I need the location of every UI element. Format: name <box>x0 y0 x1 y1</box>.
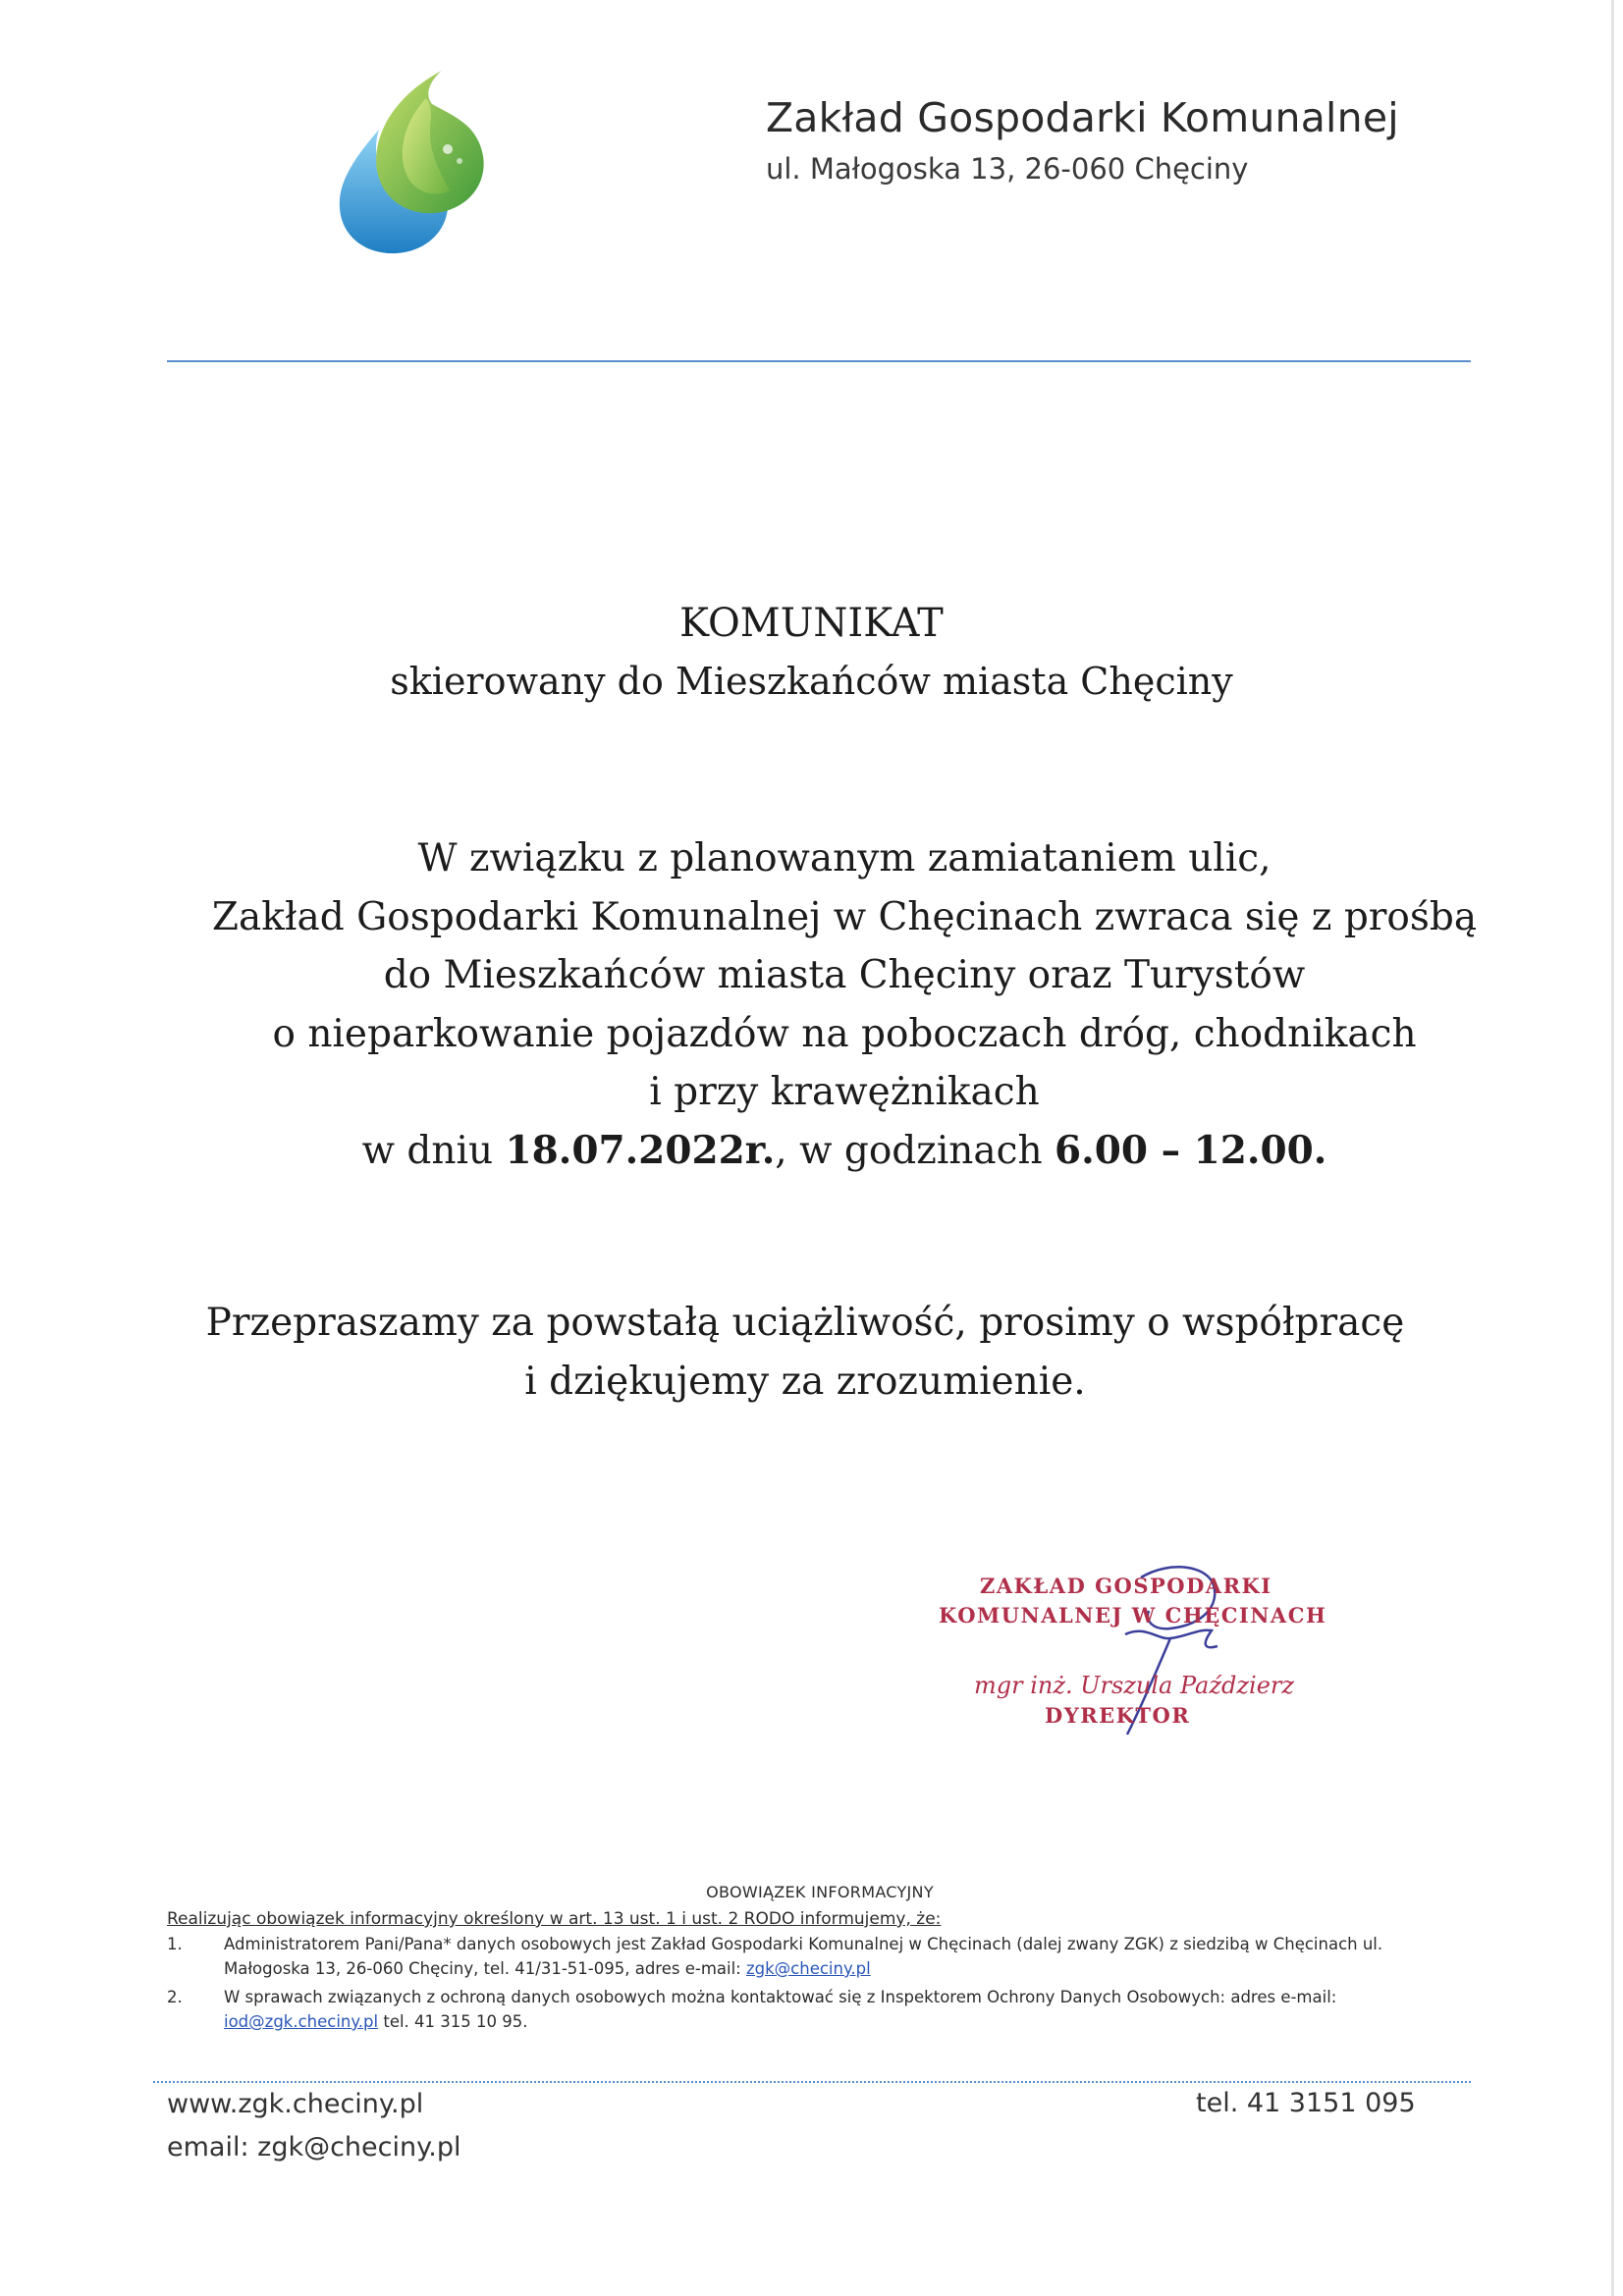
list-item-text: W sprawach związanych z ochroną danych osobowych można kontaktować się z Inspektorem Ochrony Danych Osobowych: adres e-mail: <box>224 1988 1337 2006</box>
stamp-line-1: ZAKŁAD GOSPODARKI <box>980 1574 1272 1598</box>
admin-email-link[interactable]: zgk@checiny.pl <box>745 1959 871 1978</box>
information-clause <box>167 1883 1473 2034</box>
info-clause-intro: Realizując obowiązek informacyjny określony w art. 13 ust. 1 i ust. 2 RODO informujemy, że: <box>167 1909 942 1929</box>
page-edge <box>1611 0 1614 2296</box>
hours-prefix: , w godzinach <box>775 1128 1055 1173</box>
announcement-subtitle: skierowany do Mieszkańców miasta Chęciny <box>390 660 1233 703</box>
closing-text <box>128 1294 1483 1412</box>
info-clause-list <box>167 1932 1473 2034</box>
closing-line: i dziękujemy za zrozumienie. <box>524 1360 1086 1404</box>
iod-email-link[interactable]: iod@zgk.checiny.pl <box>224 2012 379 2031</box>
body-line: o nieparkowanie pojazdów na poboczach dróg, chodnikach <box>272 1011 1417 1056</box>
footer-divider <box>153 2081 1471 2083</box>
body-line: W związku z planowanym zamiataniem ulic, <box>417 836 1271 881</box>
official-stamp <box>913 1556 1325 1733</box>
footer-email[interactable]: email: zgk@checiny.pl <box>167 2132 461 2163</box>
date-line <box>128 1122 1561 1181</box>
closing-line: Przepraszamy za powstałą uciążliwość, prosimy o współpracę <box>205 1301 1405 1345</box>
info-clause-title: OBOWIĄZEK INFORMACYJNY <box>706 1883 934 1901</box>
body-line: do Mieszkańców miasta Chęciny oraz Turystów <box>383 953 1306 997</box>
water-drop-leaf-logo <box>332 65 497 257</box>
list-item-number: 2. <box>167 1988 183 2006</box>
date-value: 18.07.2022r. <box>505 1127 776 1173</box>
announcement-title: KOMUNIKAT <box>679 601 944 646</box>
announcement-body <box>128 829 1561 1180</box>
list-item <box>167 1932 1473 1981</box>
list-item-suffix: tel. 41 315 10 95. <box>378 2012 528 2031</box>
list-item-number: 1. <box>167 1935 183 1953</box>
stamp-line-2: KOMUNALNEJ W CHĘCINACH <box>939 1603 1327 1628</box>
stamp-position: DYREKTOR <box>1045 1703 1191 1728</box>
footer-website[interactable]: www.zgk.checiny.pl <box>167 2089 424 2119</box>
list-item-text: Administratorem Pani/Pana* danych osobowych jest Zakład Gospodarki Komunalnej w Chęcinach (dalej zwany ZGK) z siedzibą w Chęcinach ul. Małogoska 13, 26-060 Chęciny, tel. 41/31-51-095, adres e-mail: <box>224 1935 1383 1978</box>
stamp-signatory: mgr inż. Urszula Paździerz <box>974 1672 1295 1699</box>
header-divider <box>167 360 1471 362</box>
organization-name: Zakład Gospodarki Komunalnej <box>766 94 1399 141</box>
organization-address: ul. Małogoska 13, 26-060 Chęciny <box>766 152 1249 186</box>
date-prefix: w dniu <box>361 1128 506 1173</box>
body-line: Zakład Gospodarki Komunalnej w Chęcinach zwraca się z prośbą <box>211 894 1478 939</box>
footer-phone: tel. 41 3151 095 <box>1196 2088 1416 2118</box>
hours-value: 6.00 – 12.00. <box>1055 1127 1327 1173</box>
body-line: i przy krawężnikach <box>649 1070 1040 1114</box>
list-item <box>167 1985 1473 2034</box>
